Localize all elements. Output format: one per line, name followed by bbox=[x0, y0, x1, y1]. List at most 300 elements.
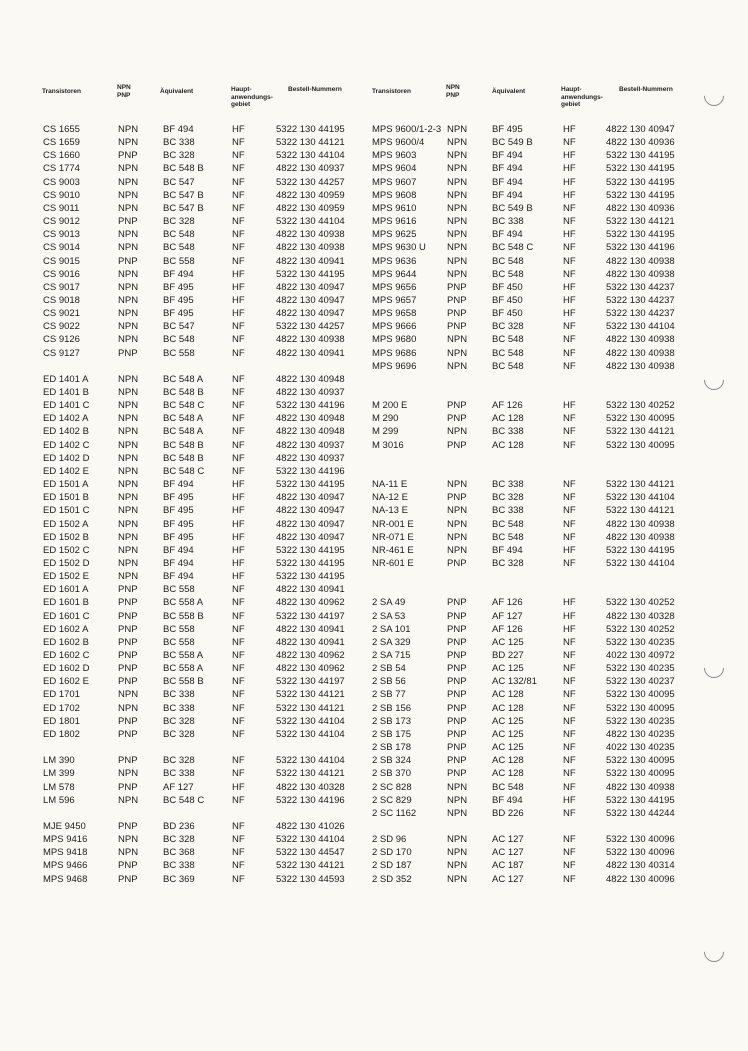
transistor-cell: LM 390 bbox=[43, 755, 75, 767]
type-cell: PNP bbox=[447, 492, 467, 504]
order-number-cell: 5322 130 44195 bbox=[606, 163, 675, 175]
order-number-cell: 5322 130 44196 bbox=[276, 794, 345, 806]
field-cell: NF bbox=[232, 150, 245, 162]
equivalent-cell: BC 547 bbox=[163, 321, 195, 333]
equivalent-cell: BC 548 A bbox=[163, 426, 204, 438]
type-cell: PNP bbox=[118, 584, 138, 596]
order-number-cell: 5322 130 44121 bbox=[606, 505, 675, 517]
transistor-cell: MPS 9658 bbox=[372, 308, 417, 320]
field-cell: HF bbox=[563, 189, 576, 201]
equivalent-cell: BC 558 A bbox=[163, 597, 204, 609]
transistor-cell: MPS 9604 bbox=[372, 163, 417, 175]
order-number-cell: 5322 130 44547 bbox=[276, 847, 345, 859]
transistor-cell: MPS 9418 bbox=[43, 847, 88, 859]
type-cell: NPN bbox=[118, 400, 139, 412]
equivalent-cell: BC 548 bbox=[492, 518, 524, 530]
field-cell: HF bbox=[232, 544, 245, 556]
order-number-cell: 5322 130 44196 bbox=[606, 242, 675, 254]
equivalent-cell: AC 125 bbox=[492, 636, 524, 648]
field-cell: NF bbox=[232, 202, 245, 214]
order-number-cell: 5322 130 44104 bbox=[276, 216, 345, 228]
field-cell: NF bbox=[563, 439, 576, 451]
equivalent-cell: AC 128 bbox=[492, 439, 524, 451]
transistor-cell: ED 1401 A bbox=[43, 373, 89, 385]
type-cell: NPN bbox=[447, 229, 468, 241]
field-cell: NF bbox=[232, 584, 245, 596]
equivalent-cell: AC 128 bbox=[492, 768, 524, 780]
type-cell: NPN bbox=[447, 124, 468, 135]
order-number-cell: 5322 130 44121 bbox=[276, 137, 345, 149]
order-number-cell: 5322 130 44121 bbox=[276, 768, 345, 780]
type-cell: NPN bbox=[447, 150, 468, 162]
equivalent-cell: AC 128 bbox=[492, 689, 524, 701]
equivalent-cell: BF 494 bbox=[492, 150, 523, 162]
equivalent-cell: AC 127 bbox=[492, 873, 524, 885]
field-cell: NF bbox=[563, 728, 576, 740]
transistor-cell: CS 9015 bbox=[43, 255, 80, 267]
transistor-cell: ED 1402 A bbox=[43, 413, 89, 425]
transistor-cell: CS 9126 bbox=[43, 334, 80, 346]
type-cell: NPN bbox=[447, 479, 468, 491]
transistor-cell: CS 9021 bbox=[43, 308, 80, 320]
order-number-cell: 4822 130 40947 bbox=[276, 492, 345, 504]
field-cell: HF bbox=[232, 281, 245, 293]
transistor-cell: NR-071 E bbox=[372, 531, 414, 543]
order-number-cell: 4822 130 40937 bbox=[276, 387, 345, 398]
type-cell: NPN bbox=[118, 334, 139, 346]
transistor-cell: 2 SA 329 bbox=[372, 636, 411, 648]
type-cell: PNP bbox=[118, 676, 138, 688]
field-cell: HF bbox=[232, 531, 245, 543]
equivalent-cell: BC 338 bbox=[163, 137, 195, 149]
order-number-cell: 5322 130 44195 bbox=[606, 189, 675, 201]
order-number-cell: 5322 130 40096 bbox=[606, 834, 675, 846]
type-cell: PNP bbox=[447, 663, 467, 675]
type-cell: NPN bbox=[118, 413, 139, 425]
equivalent-cell: AC 127 bbox=[492, 847, 524, 859]
type-cell: PNP bbox=[447, 413, 467, 425]
transistor-cell: MPS 9600/4 bbox=[372, 137, 425, 149]
equivalent-cell: BC 548 C bbox=[163, 400, 205, 412]
field-cell: NF bbox=[232, 189, 245, 201]
equivalent-cell: BC 328 bbox=[163, 728, 195, 740]
type-cell: PNP bbox=[118, 663, 138, 675]
field-cell: NF bbox=[563, 531, 576, 543]
field-cell: NF bbox=[232, 768, 245, 780]
order-number-cell: 4822 130 40938 bbox=[276, 242, 345, 254]
field-cell: HF bbox=[232, 571, 245, 583]
equivalent-cell: AC 125 bbox=[492, 728, 524, 740]
field-cell: NF bbox=[563, 650, 576, 661]
field-cell: NF bbox=[232, 413, 245, 425]
type-cell: PNP bbox=[118, 150, 138, 162]
transistor-cell: CS 1659 bbox=[43, 137, 80, 149]
transistor-cell: LM 578 bbox=[43, 781, 75, 793]
equivalent-cell: BC 338 bbox=[492, 479, 524, 491]
equivalent-cell: BC 548 C bbox=[163, 794, 205, 806]
order-number-cell: 4822 130 40947 bbox=[276, 505, 345, 517]
order-number-cell: 5322 130 44237 bbox=[606, 294, 675, 306]
type-cell: NPN bbox=[118, 281, 139, 293]
field-cell: NF bbox=[232, 663, 245, 675]
type-cell: PNP bbox=[447, 597, 467, 609]
equivalent-cell: BC 558 bbox=[163, 584, 195, 596]
type-cell: PNP bbox=[447, 676, 467, 688]
equivalent-cell: AC 125 bbox=[492, 715, 524, 727]
order-number-cell: 5322 130 44121 bbox=[606, 426, 675, 438]
transistor-cell: 2 SD 187 bbox=[372, 860, 412, 872]
equivalent-cell: BC 549 B bbox=[492, 137, 533, 149]
field-cell: NF bbox=[563, 663, 576, 675]
order-number-cell: 4822 130 40938 bbox=[276, 334, 345, 346]
field-cell: HF bbox=[563, 294, 576, 306]
field-cell: NF bbox=[563, 334, 576, 346]
equivalent-cell: AC 125 bbox=[492, 663, 524, 675]
field-cell: HF bbox=[563, 124, 576, 135]
equivalent-cell: AF 126 bbox=[492, 623, 523, 635]
field-cell: NF bbox=[563, 702, 576, 714]
type-cell: NPN bbox=[118, 294, 139, 306]
transistor-cell: 2 SB 156 bbox=[372, 702, 412, 714]
order-number-cell: 5322 130 40252 bbox=[606, 400, 675, 412]
transistor-cell: 2 SB 56 bbox=[372, 676, 406, 688]
type-cell: PNP bbox=[118, 873, 138, 885]
header-type-left: NPN PNP bbox=[117, 84, 131, 99]
order-number-cell: 5322 130 40095 bbox=[606, 755, 675, 767]
order-number-cell: 5322 130 40235 bbox=[606, 636, 675, 648]
equivalent-cell: BF 494 bbox=[492, 189, 523, 201]
transistor-cell: CS 9014 bbox=[43, 242, 80, 254]
equivalent-cell: BF 495 bbox=[163, 531, 194, 543]
header-field-left: Haupt- anwendungs- gebiet bbox=[231, 86, 273, 108]
order-number-cell: 4822 130 40948 bbox=[276, 426, 345, 438]
type-cell: PNP bbox=[118, 820, 138, 832]
transistor-cell: 2 SA 101 bbox=[372, 623, 411, 635]
transistor-cell: ED 1402 C bbox=[43, 439, 90, 451]
equivalent-cell: BC 548 B bbox=[163, 387, 204, 398]
equivalent-cell: BC 548 C bbox=[492, 242, 534, 254]
type-cell: PNP bbox=[118, 597, 138, 609]
field-cell: NF bbox=[232, 702, 245, 714]
order-number-cell: 5322 130 44121 bbox=[606, 216, 675, 228]
field-cell: NF bbox=[232, 163, 245, 175]
equivalent-cell: BC 328 bbox=[163, 834, 195, 846]
equivalent-cell: BC 338 bbox=[492, 505, 524, 517]
transistor-cell: NA-13 E bbox=[372, 505, 408, 517]
equivalent-cell: BC 548 A bbox=[163, 373, 204, 385]
equivalent-cell: BC 548 bbox=[492, 268, 524, 280]
order-number-cell: 5322 130 40235 bbox=[606, 715, 675, 727]
type-cell: NPN bbox=[118, 689, 139, 701]
type-cell: PNP bbox=[118, 610, 138, 622]
equivalent-cell: BF 494 bbox=[492, 544, 523, 556]
type-cell: PNP bbox=[447, 715, 467, 727]
transistor-cell: ED 1701 bbox=[43, 689, 80, 701]
field-cell: NF bbox=[563, 557, 576, 569]
binder-hole bbox=[700, 654, 728, 682]
order-number-cell: 4822 130 40235 bbox=[606, 728, 675, 740]
equivalent-cell: BF 495 bbox=[163, 308, 194, 320]
equivalent-cell: BF 494 bbox=[163, 268, 194, 280]
field-cell: NF bbox=[232, 387, 245, 398]
equivalent-cell: BC 328 bbox=[163, 715, 195, 727]
transistor-cell: CS 9011 bbox=[43, 202, 80, 214]
type-cell: NPN bbox=[447, 360, 468, 372]
field-cell: NF bbox=[232, 676, 245, 688]
field-cell: NF bbox=[563, 137, 576, 149]
order-number-cell: 4822 130 40938 bbox=[606, 518, 675, 530]
order-number-cell: 4822 130 40962 bbox=[276, 650, 345, 661]
type-cell: NPN bbox=[447, 268, 468, 280]
type-cell: PNP bbox=[118, 623, 138, 635]
type-cell: NPN bbox=[118, 373, 139, 385]
type-cell: PNP bbox=[118, 636, 138, 648]
equivalent-cell: BC 558 B bbox=[163, 610, 204, 622]
field-cell: NF bbox=[232, 650, 245, 661]
header-order-left: Bestell-Nummern bbox=[288, 86, 342, 93]
type-cell: NPN bbox=[118, 492, 139, 504]
equivalent-cell: BC 548 bbox=[492, 531, 524, 543]
transistor-cell: MPS 9644 bbox=[372, 268, 417, 280]
order-number-cell: 5322 130 44121 bbox=[276, 702, 345, 714]
order-number-cell: 5322 130 44196 bbox=[276, 465, 345, 477]
transistor-cell: 2 SD 170 bbox=[372, 847, 412, 859]
equivalent-cell: BC 369 bbox=[163, 873, 195, 885]
type-cell: PNP bbox=[118, 781, 138, 793]
order-number-cell: 4822 130 40948 bbox=[276, 413, 345, 425]
order-number-cell: 5322 130 40235 bbox=[606, 663, 675, 675]
order-number-cell: 5322 130 44104 bbox=[606, 321, 675, 333]
equivalent-cell: BC 328 bbox=[492, 492, 524, 504]
type-cell: PNP bbox=[447, 650, 467, 661]
field-cell: NF bbox=[232, 321, 245, 333]
field-cell: NF bbox=[563, 768, 576, 780]
transistor-cell: MPS 9603 bbox=[372, 150, 417, 162]
equivalent-cell: BC 547 bbox=[163, 176, 195, 188]
equivalent-cell: BF 495 bbox=[163, 505, 194, 517]
type-cell: NPN bbox=[447, 781, 468, 793]
order-number-cell: 4822 130 40328 bbox=[606, 610, 675, 622]
field-cell: NF bbox=[563, 755, 576, 767]
transistor-cell: M 3016 bbox=[372, 439, 404, 451]
equivalent-cell: BC 328 bbox=[163, 755, 195, 767]
field-cell: NF bbox=[232, 873, 245, 885]
order-number-cell: 5322 130 44104 bbox=[276, 150, 345, 162]
type-cell: NPN bbox=[118, 571, 139, 583]
transistor-cell: CS 9017 bbox=[43, 281, 80, 293]
field-cell: HF bbox=[563, 150, 576, 162]
header-equivalent-left: Äquivalent bbox=[160, 88, 194, 95]
type-cell: PNP bbox=[447, 728, 467, 740]
field-cell: NF bbox=[232, 834, 245, 846]
type-cell: NPN bbox=[447, 794, 468, 806]
type-cell: NPN bbox=[447, 544, 468, 556]
transistor-cell: CS 1655 bbox=[43, 124, 80, 135]
equivalent-cell: BF 494 bbox=[492, 794, 523, 806]
order-number-cell: 5322 130 44195 bbox=[606, 229, 675, 241]
field-cell: NF bbox=[232, 452, 245, 464]
field-cell: NF bbox=[232, 176, 245, 188]
field-cell: NF bbox=[232, 623, 245, 635]
order-number-cell: 5322 130 44593 bbox=[276, 873, 345, 885]
order-number-cell: 4822 130 40938 bbox=[606, 334, 675, 346]
type-cell: PNP bbox=[118, 860, 138, 872]
transistor-cell: MPS 9657 bbox=[372, 294, 417, 306]
field-cell: NF bbox=[563, 676, 576, 688]
type-cell: NPN bbox=[118, 834, 139, 846]
type-cell: PNP bbox=[447, 742, 467, 754]
transistor-cell: MPS 9466 bbox=[43, 860, 88, 872]
transistor-cell: ED 1402 B bbox=[43, 426, 89, 438]
order-number-cell: 4822 130 40938 bbox=[606, 360, 675, 372]
equivalent-cell: BF 494 bbox=[163, 557, 194, 569]
type-cell: NPN bbox=[447, 255, 468, 267]
type-cell: PNP bbox=[447, 610, 467, 622]
type-cell: NPN bbox=[118, 702, 139, 714]
type-cell: NPN bbox=[118, 163, 139, 175]
order-number-cell: 4822 130 40941 bbox=[276, 347, 345, 359]
transistor-cell: ED 1501 C bbox=[43, 505, 90, 517]
field-cell: HF bbox=[232, 505, 245, 517]
field-cell: NF bbox=[563, 860, 576, 872]
transistor-cell: ED 1501 B bbox=[43, 492, 89, 504]
order-number-cell: 5322 130 40095 bbox=[606, 702, 675, 714]
equivalent-cell: BF 450 bbox=[492, 294, 523, 306]
equivalent-cell: AC 132/81 bbox=[492, 676, 537, 688]
transistor-cell: MPS 9416 bbox=[43, 834, 88, 846]
transistor-cell: MPS 9686 bbox=[372, 347, 417, 359]
equivalent-cell: BC 548 bbox=[163, 229, 195, 241]
transistor-cell: M 299 bbox=[372, 426, 399, 438]
transistor-cell: ED 1801 bbox=[43, 715, 80, 727]
equivalent-cell: BF 494 bbox=[492, 163, 523, 175]
transistor-cell: 2 SA 715 bbox=[372, 650, 411, 661]
field-cell: NF bbox=[563, 360, 576, 372]
type-cell: NPN bbox=[118, 505, 139, 517]
order-number-cell: 5322 130 40096 bbox=[606, 847, 675, 859]
order-number-cell: 4822 130 40937 bbox=[276, 452, 345, 464]
transistor-cell: 2 SA 53 bbox=[372, 610, 406, 622]
equivalent-cell: BC 558 bbox=[163, 255, 195, 267]
type-cell: NPN bbox=[118, 768, 139, 780]
header-type-right: NPN PNP bbox=[446, 84, 460, 99]
type-cell: NPN bbox=[447, 202, 468, 214]
equivalent-cell: BC 548 bbox=[163, 334, 195, 346]
transistor-cell: ED 1601 A bbox=[43, 584, 89, 596]
order-number-cell: 5322 130 44195 bbox=[276, 268, 345, 280]
type-cell: PNP bbox=[447, 557, 467, 569]
type-cell: PNP bbox=[118, 347, 138, 359]
order-number-cell: 4822 130 40938 bbox=[276, 229, 345, 241]
field-cell: HF bbox=[232, 479, 245, 491]
order-number-cell: 4822 130 40937 bbox=[276, 439, 345, 451]
transistor-cell: MPS 9600/1-2-3 bbox=[372, 124, 442, 135]
type-cell: NPN bbox=[447, 426, 468, 438]
transistor-cell: NA-12 E bbox=[372, 492, 408, 504]
type-cell: NPN bbox=[447, 163, 468, 175]
equivalent-cell: AF 127 bbox=[492, 610, 523, 622]
order-number-cell: 5322 130 44196 bbox=[276, 400, 345, 412]
equivalent-cell: BC 548 B bbox=[163, 452, 204, 464]
field-cell: HF bbox=[563, 163, 576, 175]
type-cell: PNP bbox=[118, 216, 138, 228]
transistor-cell: NR-461 E bbox=[372, 544, 414, 556]
field-cell: NF bbox=[563, 873, 576, 885]
transistor-cell: 2 SC 829 bbox=[372, 794, 412, 806]
equivalent-cell: BC 558 A bbox=[163, 663, 204, 675]
equivalent-cell: AC 128 bbox=[492, 755, 524, 767]
transistor-cell: 2 SD 96 bbox=[372, 834, 407, 846]
type-cell: NPN bbox=[118, 137, 139, 149]
equivalent-cell: AF 127 bbox=[163, 781, 194, 793]
type-cell: NPN bbox=[118, 847, 139, 859]
transistor-cell: CS 9010 bbox=[43, 189, 80, 201]
equivalent-cell: BF 495 bbox=[163, 518, 194, 530]
field-cell: NF bbox=[563, 347, 576, 359]
field-cell: NF bbox=[232, 728, 245, 740]
type-cell: PNP bbox=[447, 702, 467, 714]
equivalent-cell: AC 128 bbox=[492, 702, 524, 714]
order-number-cell: 5322 130 44121 bbox=[276, 860, 345, 872]
order-number-cell: 5322 130 40095 bbox=[606, 689, 675, 701]
field-cell: NF bbox=[563, 479, 576, 491]
header-equivalent-right: Äquivalent bbox=[492, 88, 526, 95]
type-cell: NPN bbox=[118, 321, 139, 333]
equivalent-cell: BF 495 bbox=[163, 281, 194, 293]
order-number-cell: 4822 130 40959 bbox=[276, 189, 345, 201]
order-number-cell: 4822 130 40941 bbox=[276, 584, 345, 596]
transistor-cell: MPS 9680 bbox=[372, 334, 417, 346]
transistor-cell: MPS 9630 U bbox=[372, 242, 426, 254]
field-cell: NF bbox=[232, 439, 245, 451]
transistor-cell: CS 9013 bbox=[43, 229, 80, 241]
order-number-cell: 5322 130 44104 bbox=[276, 834, 345, 846]
order-number-cell: 4822 130 40936 bbox=[606, 202, 675, 214]
type-cell: PNP bbox=[447, 294, 467, 306]
type-cell: PNP bbox=[447, 755, 467, 767]
order-number-cell: 5322 130 44195 bbox=[276, 557, 345, 569]
equivalent-cell: BC 558 A bbox=[163, 650, 204, 661]
equivalent-cell: BC 558 bbox=[163, 347, 195, 359]
type-cell: PNP bbox=[447, 768, 467, 780]
transistor-cell: ED 1602 E bbox=[43, 676, 89, 688]
field-cell: NF bbox=[232, 636, 245, 648]
field-cell: HF bbox=[232, 124, 245, 135]
order-number-cell: 5322 130 44121 bbox=[276, 689, 345, 701]
type-cell: NPN bbox=[447, 176, 468, 188]
order-number-cell: 4822 130 40947 bbox=[276, 281, 345, 293]
equivalent-cell: BF 494 bbox=[163, 479, 194, 491]
order-number-cell: 5322 130 40095 bbox=[606, 413, 675, 425]
transistor-cell: NA-11 E bbox=[372, 479, 408, 491]
header-order-right: Bestell-Nummern bbox=[619, 86, 673, 93]
equivalent-cell: BD 226 bbox=[492, 807, 524, 819]
order-number-cell: 4822 130 40947 bbox=[276, 531, 345, 543]
order-number-cell: 4022 130 40235 bbox=[606, 742, 675, 754]
transistor-cell: ED 1502 B bbox=[43, 531, 89, 543]
equivalent-cell: BC 548 B bbox=[163, 439, 204, 451]
field-cell: NF bbox=[563, 268, 576, 280]
field-cell: NF bbox=[563, 216, 576, 228]
transistor-cell: MJE 9450 bbox=[43, 820, 86, 832]
transistor-cell: ED 1401 B bbox=[43, 387, 89, 398]
transistor-cell: ED 1402 D bbox=[43, 452, 90, 464]
type-cell: NPN bbox=[447, 834, 468, 846]
equivalent-cell: AC 187 bbox=[492, 860, 524, 872]
transistor-cell: CS 9003 bbox=[43, 176, 80, 188]
type-cell: PNP bbox=[447, 636, 467, 648]
transistor-cell: ED 1601 B bbox=[43, 597, 89, 609]
